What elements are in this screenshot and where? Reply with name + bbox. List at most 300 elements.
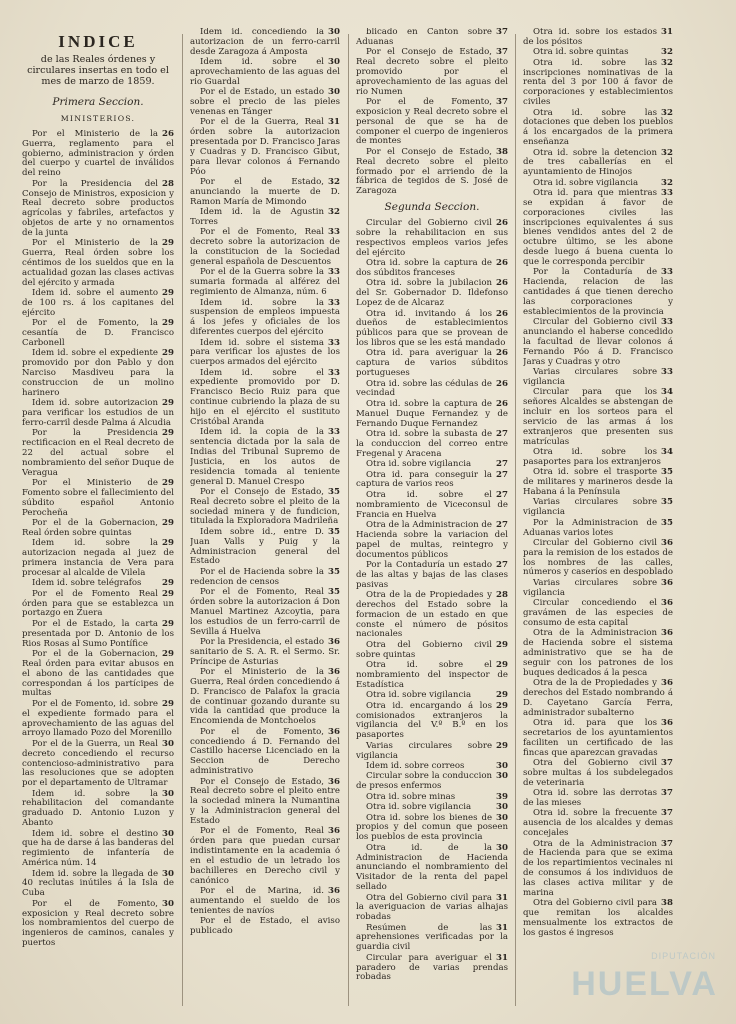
entry-text: Por el de Estado, la carta presentada por D. Antonio de los Rios Rosas al Sumo Pontífice: [22, 618, 174, 649]
column-4: [523, 28, 673, 1010]
page-number: 32: [328, 177, 340, 188]
index-entry: [190, 118, 340, 177]
index-entry: [190, 178, 340, 208]
index-entry: [22, 399, 174, 429]
index-entry: [22, 650, 174, 699]
page-number: 36: [328, 636, 340, 647]
entry-text: Por el de Fomento Real órden para que se establezca un portazgo en Zuera: [22, 588, 174, 619]
page-number: 36: [328, 826, 340, 837]
index-entry: [22, 790, 174, 829]
page-number: 29: [162, 398, 174, 409]
index-entry: [523, 899, 673, 938]
index-entry: [356, 762, 508, 772]
index-entry: [356, 259, 508, 279]
entry-text: Circular sobre la conduccion de presos enfermos: [356, 771, 493, 792]
page-number: 30: [162, 868, 174, 879]
index-entry: [22, 539, 174, 578]
page-number: 34: [661, 387, 673, 398]
entry-text: Idem id. sobre la llegada de 40 reclutas inútiles á la Isla de Cuba: [22, 868, 174, 899]
entry-text: Por el de la Guerra, un Real decreto concediendo el recurso contencioso-administrativo para las resoluciones que se adopten por el departamento de Ultramar: [22, 738, 174, 789]
page-number: 30: [328, 28, 340, 37]
page-number: 32: [328, 207, 340, 218]
index-entries: [190, 28, 340, 937]
entry-text: Otra id. para que mientras se expidan á favor de corporaciones civiles las inscripciones equivalentes á sus bienes vendidos antes del 2 de octubre último, se les abone desde luego á buena cuenta lo que le corresponda percibir: [523, 188, 673, 267]
index-entry: [190, 58, 340, 88]
page-number: 26: [496, 308, 508, 319]
entry-text: Por el de Marina, id. aumentando el sueldo de los tenientes de navíos: [190, 886, 340, 916]
page-number: 32: [661, 107, 673, 118]
page-number: 35: [328, 486, 340, 497]
index-entry: [22, 830, 174, 869]
index-entry: [190, 668, 340, 727]
page-number: 30: [496, 842, 508, 853]
index-entry: [190, 88, 340, 118]
entry-text: Otra id. sobre las cédulas de vecindad: [356, 378, 493, 399]
index-entry: [523, 448, 673, 468]
column-rule: [515, 34, 516, 1006]
index-entry: [190, 339, 340, 369]
page-number: 30: [328, 57, 340, 68]
index-entry: [22, 289, 174, 319]
page-number: 30: [496, 760, 508, 771]
entry-text: Idem id. la de Agustin Torres: [190, 207, 325, 227]
index-entry: [190, 369, 340, 428]
entry-text: Por el de Fomento, Real órden para que puedan cursar indistintamente en la academia ó en el estudio de un letrado los bachilleres en Derecho civil y canónico: [190, 826, 340, 886]
index-entry: [523, 149, 673, 179]
index-entry: [22, 239, 174, 288]
entry-text: Otra de la Administracion de Hacienda para que se exima de los repartimientos vecinales ni de consumos á los individuos de las clases activa militar y de marina: [523, 838, 673, 898]
index-entry: [190, 208, 340, 228]
index-entry: [190, 638, 340, 668]
entry-text: Otra id. sobre el nombramiento de Viceconsul de Francia en Huelva: [356, 489, 508, 520]
entry-text: Otra id. de la Administracion de Hacienda anunciando el nombramiento del Visitador de la renta del papel sellado: [356, 842, 508, 893]
index-entry: [22, 180, 174, 239]
index-entry: [356, 803, 508, 813]
index-entry: [523, 48, 673, 58]
entry-text: Por el de Fomento, id. sobre el expediente formado para el aprovechamiento de las aguas del arroyo llamado Pozo del Morenillo: [22, 698, 174, 739]
entry-text: Otra id. sobre las dotaciones que deben los pueblos á los encargados de la primera enseñanza: [523, 107, 673, 148]
index-entry: [523, 539, 673, 578]
index-entry: [22, 519, 174, 539]
page-number: 32: [661, 47, 673, 58]
index-entry: [523, 498, 673, 518]
page-number: 35: [661, 497, 673, 508]
watermark-subtitle: DIPUTACIÓN: [651, 951, 716, 961]
column-3: [356, 28, 508, 1010]
index-entry: [356, 380, 508, 400]
page-number: 29: [162, 538, 174, 549]
page-number: 26: [496, 218, 508, 229]
page-number: 29: [162, 478, 174, 489]
page-number: 36: [328, 667, 340, 678]
entry-text: Otra id. sobre las derrotas de las mieses: [523, 788, 658, 809]
page-number: 27: [496, 429, 508, 439]
entry-text: Otra id. para que los secretarios de los ayuntamientos faciliten un certificado de las fincas que aparezcan gravadas: [523, 718, 673, 758]
entry-text: Por el de Fomento, concediendo á D. Fernando del Castillo hacerse Licenciado en la Seccion de Derecho administrativo: [190, 726, 340, 777]
index-entry: [190, 827, 340, 886]
page-number: 29: [162, 318, 174, 329]
page-number: 26: [496, 348, 508, 359]
entry-text: Idem id. sobre la suspension de empleos impuesta á los jefes y oficiales de los diferentes cuerpos del ejército: [190, 297, 340, 338]
page-number: 35: [328, 526, 340, 537]
index-entry: [523, 629, 673, 678]
page-number: 30: [162, 738, 174, 749]
entry-text: Por el Consejo de Estado, Real decreto sobre el pleito entre la sociedad minera la Numantina y la Administracion general del Estado: [190, 776, 340, 826]
entry-text: Circular del Gobierno civil sobre la rehabilitacion en sus respectivos empleos varios jefes del ejército: [356, 218, 508, 258]
page-number: 37: [661, 758, 673, 769]
entry-text: Por el de Fomento, Real órden sobre la autorizacion á Don Manuel Martinez Azcoytia, para los estudios de un ferro-carril de Sevilla á Huelva: [190, 587, 340, 637]
page-number: 37: [661, 808, 673, 819]
index-entry: [356, 279, 508, 309]
page-number: 29: [496, 660, 508, 671]
page-number: 29: [162, 428, 174, 439]
subheading-ministerios: MINISTERIOS.: [60, 114, 136, 123]
page-number: 26: [496, 278, 508, 289]
page-number: 32: [661, 177, 673, 188]
index-entry: [356, 48, 508, 97]
entry-text: Otra id. sobre las inscripciones nominativas de la renta del 3 por 100 á favor de corporaciones y establecimientos civiles: [523, 57, 673, 108]
entry-text: Otra id. sobre la jubilacion del Sr. Gobernador D. Ildefonso Lopez de de Alcaraz: [356, 278, 508, 309]
page-number: 28: [162, 178, 174, 189]
page-number: 36: [328, 726, 340, 737]
page-number: 37: [496, 28, 508, 37]
entry-text: Por el Consejo de Estado, Real decreto sobre el pleito promovido por el aprovechamiento de las aguas del rio Numen: [356, 47, 508, 97]
page-number: 30: [162, 788, 174, 799]
entry-text: Otra del Gobierno civil sobre multas á los subdelegados de veterinaria: [523, 758, 673, 788]
entry-text: Circular concediendo el gravámen de las especies de consumo de esta capital: [523, 598, 673, 628]
index-entry: [356, 844, 508, 893]
index-entry: [356, 793, 508, 803]
page-number: 37: [661, 838, 673, 849]
entry-text: Otra id. sobre la subasta de la conduccion del correo entre Fregenal y Aracena: [356, 429, 508, 459]
index-entry: [356, 349, 508, 379]
entry-text: Otra id. para conseguir la captura de varios reos: [356, 469, 493, 490]
page-number: 29: [162, 698, 174, 709]
page-number: 33: [661, 317, 673, 328]
page-number: 33: [328, 297, 340, 308]
index-entries: [356, 28, 508, 983]
page-number: 36: [328, 776, 340, 787]
entry-text: Idem id. la copia de la sentencia dictada por la sala de Indias del Tribunal Supremo de Justicia, en los autos de residencia tomada al teniente general D. Manuel Crespo: [190, 427, 340, 487]
index-entry: [523, 599, 673, 629]
index-entry: [356, 561, 508, 591]
entry-text: Varias circulares sobre vigilancia: [523, 497, 658, 518]
page-number: 33: [328, 427, 340, 438]
entry-text: Por el de Fomento, exposicion y Real decreto sobre los nombramientos del cuerpo de ingenieros de caminos, canales y puertos: [22, 898, 174, 949]
index-entry: [523, 579, 673, 599]
index-entry: [22, 740, 174, 789]
index-entry: [356, 641, 508, 661]
page-number: 29: [162, 578, 174, 589]
entry-text: Idem id. sobre el expediente promovido por don Pablo y don Narciso Masdiveu para la construccion de un molino harinero: [22, 348, 174, 398]
index-entry: [190, 488, 340, 527]
index-entry: [523, 679, 673, 718]
index-entry: [356, 742, 508, 762]
index-entry: [523, 368, 673, 388]
entry-text: Por la Presidencia, el estado sanitario de S. A. R. el Sermo. Sr. Príncipe de Asturias: [190, 636, 340, 667]
page-number: 29: [162, 618, 174, 629]
entry-text: Idem sobre id., entre D. Juan Valls y Puig y la Administracion general del Estado: [190, 526, 340, 567]
section-heading-primera: Primera Seccion.: [52, 96, 144, 108]
index-entry: [190, 268, 340, 298]
index-entry: [22, 349, 174, 398]
entry-text: Resúmen de las aprehensiones verificadas por la guardia civil: [356, 922, 508, 953]
entry-text: Por el de Estado, el aviso publicado: [190, 916, 340, 936]
index-entry: [523, 318, 673, 367]
page-number: 36: [661, 678, 673, 689]
index-entry: [22, 130, 174, 179]
page-number: 38: [496, 146, 508, 157]
page-number: 32: [661, 57, 673, 68]
index-entry: [190, 428, 340, 487]
entry-text: Por el de la Guerra sobre la sumaria formada al alférez del regimiento de Almanza, núm. 6: [190, 267, 340, 298]
page-number: 37: [661, 788, 673, 799]
page-number: 29: [162, 348, 174, 359]
page-number: 38: [661, 898, 673, 909]
page-number: 29: [162, 238, 174, 249]
index-entry: [356, 814, 508, 844]
entry-text: Otra id. para averiguar la captura de varios súbditos portugueses: [356, 348, 508, 379]
entry-text: Otra id. invitando á los dueños de establecimientos públicos para que se provean de los libros que se les está mandado: [356, 308, 508, 349]
entry-text: Por el Ministerio de la Guerra, Real órden concediendo á D. Francisco de Palafox la gracia de continuar gozando durante su vida la cantidad que produce la Encomienda de Montchoelos: [190, 667, 340, 727]
index-entry: [22, 319, 174, 349]
entry-text: Idem id. sobre el destino que ha de darse á las banderas del regimiento de infantería de América núm. 14: [22, 828, 174, 869]
index-entry: [523, 388, 673, 447]
entry-text: Otra id. sobre vigilancia: [366, 690, 472, 701]
index-entry: [356, 98, 508, 147]
index-entry: [356, 491, 508, 521]
entry-text: Por la Presidencia del Consejo de Ministros, exposicion y Real decreto sobre productos agrícolas y fabriles, artefactos y objetos de arte y no ornamentos de la junta: [22, 178, 174, 238]
page-number: 33: [328, 367, 340, 378]
entry-text: Otra id. sobre los bienes de propios y del comun que poseen los pueblos de esta provincia: [356, 812, 508, 843]
entry-text: Por el Ministerio de la Guerra, reglamento para el gobierno, administracion y órden del cuerpo y cuartel de inválidos del reino: [22, 128, 174, 179]
entry-text: Por el de la Gobernacion, Real órden sobre quintas: [22, 518, 159, 538]
index-entry: [22, 700, 174, 739]
index-entry: [190, 299, 340, 338]
index-entry: [356, 661, 508, 691]
index-entry: [523, 468, 673, 498]
page-number: 26: [496, 258, 508, 269]
page-number: 33: [661, 367, 673, 378]
entry-text: Otra id. encargando á los comisionados extranjeros la vigilancia del V.º B.º en los pasaportes: [356, 700, 508, 741]
entry-text: Por la Contaduría de Hacienda, relacion de las cantidades á que tienen derecho las corporaciones y establecimientos de la provincia: [523, 267, 673, 317]
entry-text: Por el de la Gobernacion, Real órden para evitar abusos en el abono de las cantidades que correspondan á los partícipes de multas: [22, 649, 174, 699]
page-number: 33: [328, 227, 340, 238]
page-number: 35: [661, 517, 673, 528]
index-entry: [356, 772, 508, 792]
entry-text: Idem id. sobre telégrafos: [32, 578, 142, 589]
entry-text: Otra de la Administracion de Hacienda sobre la variacion del papel de multas, reintegro y documentos públicos: [356, 519, 508, 560]
entry-text: Circular para averiguar el paradero de varias prendas robadas: [356, 952, 508, 983]
entry-text: Idem id. concediendo la autorizacion de un ferro-carril desde Zaragoza á Amposta: [190, 28, 340, 57]
index-entry: [190, 917, 340, 937]
index-entry: [190, 588, 340, 637]
index-entries: [523, 28, 673, 939]
index-entry: [356, 28, 508, 48]
entry-text: Idem id. sobre autorizacion para verificar los estudios de un ferro-carril desde Palma á Alcudia: [22, 398, 174, 428]
page-number: 37: [496, 97, 508, 108]
entry-text: Circular del Gobierno civil anunciando el haberse concedido la facultad de llevar colonos á Fernando Póo á D. Francisco Jaras y Cuadras y otro: [523, 317, 673, 367]
index-entry: [22, 620, 174, 650]
page-number: 27: [496, 459, 508, 470]
column-rule: [182, 34, 183, 1006]
index-entry: [356, 310, 508, 349]
index-entry: [356, 471, 508, 491]
index-entry: [356, 894, 508, 924]
entry-text: Por la Presidencia rectificacion en el Real decreto de 22 del actual sobre el nombramiento del señor Duque de Veragua: [22, 428, 174, 478]
index-entry: [190, 778, 340, 827]
index-entry: [22, 579, 174, 589]
page-number: 33: [661, 188, 673, 199]
page-number: 31: [496, 892, 508, 903]
page-number: 31: [328, 117, 340, 128]
page-number: 26: [496, 398, 508, 409]
index-entry: [190, 228, 340, 267]
page-number: 30: [162, 828, 174, 839]
page-number: 29: [496, 700, 508, 711]
page-number: 27: [496, 519, 508, 530]
page-number: 29: [162, 518, 174, 529]
entry-text: Otra de la de Propiedades y derechos del Estado nombrando á D. Cayetano García Ferra, administrador subalterno: [523, 678, 673, 718]
entry-text: Por el de Fomento, la cesantía de D. Francisco Carbonell: [22, 318, 174, 348]
page-number: 29: [496, 639, 508, 650]
entry-text: Otra id. sobre el nombramiento del inspector de Estadística: [356, 660, 508, 690]
index-entry: [523, 179, 673, 189]
index-entry: [190, 728, 340, 777]
entry-text: Por el de Hacienda sobre la redencion de censos: [190, 566, 325, 587]
index-entry: [356, 591, 508, 640]
page-number: 26: [496, 378, 508, 389]
index-entry: [523, 59, 673, 108]
entry-text: Por el Ministerio de Fomento sobre el fallecimiento del súbdito español Antonio Perocheña: [22, 478, 174, 518]
entry-text: Idem id. sobre el aumento de 100 rs. á los capitanes del ejército: [22, 288, 174, 318]
page-number: 36: [661, 628, 673, 639]
entry-text: Otra id. sobre minas: [366, 791, 456, 802]
entry-text: Idem id. sobre el aprovechamiento de las aguas del rio Guardal: [190, 57, 340, 87]
page-number: 29: [162, 288, 174, 299]
archive-watermark: [571, 945, 718, 1011]
page-number: 27: [496, 469, 508, 480]
index-entry: [356, 954, 508, 984]
entry-text: Otra del Gobierno civil para la averiguacion de varias alhajas robadas: [356, 892, 508, 923]
page-number: 36: [661, 577, 673, 588]
page-number: 29: [496, 690, 508, 701]
index-entry: [523, 189, 673, 268]
entry-text: blicado en Canton sobre Aduanas: [356, 28, 493, 47]
index-entry: [22, 900, 174, 949]
index-entry: [22, 590, 174, 620]
page-number: 31: [661, 28, 673, 37]
index-entry: [356, 400, 508, 430]
watermark-title: HUELVA: [571, 965, 718, 1003]
index-entry: [356, 691, 508, 701]
index-entry: [523, 109, 673, 148]
index-entries: [22, 130, 174, 949]
page-number: 31: [496, 952, 508, 963]
entry-text: Otra id. sobre vigilancia: [533, 177, 639, 188]
index-entry: [523, 789, 673, 809]
column-2: [190, 28, 340, 1010]
index-entry: [356, 521, 508, 560]
page-number: 35: [328, 566, 340, 577]
entry-text: Otra de la Administracion de Hacienda sobre el sistema administrativo que se ha de seguir con los patrones de los buques dedicados á la pesca: [523, 628, 673, 678]
page-number: 30: [162, 898, 174, 909]
page-number: 35: [328, 587, 340, 598]
index-entry: [190, 528, 340, 567]
index-entry: [523, 809, 673, 839]
entry-text: Otra id. sobre la captura de dos súbditos franceses: [356, 258, 493, 278]
entry-text: Por la Administracion de Aduanas varios lotes: [523, 517, 658, 538]
section-heading-segunda: Segunda Seccion.: [384, 201, 480, 214]
page-number: 36: [328, 886, 340, 897]
index-entry: [356, 148, 508, 197]
entry-text: Otra del Gobierno civil para que remitan los alcaldes mensualmente los extractos de los gastos é ingresos: [523, 898, 673, 938]
entry-text: Idem id. sobre la autorizacion negada al juez de primera instancia de Vera para procesar al alcalde de Vilela: [22, 538, 174, 578]
page-number: 30: [496, 802, 508, 813]
entry-text: Por el Ministerio de la Guerra, Real órden sobre los céntimos de los sueldos que en la actualidad gozan las clases activas del ejército y armada: [22, 238, 174, 288]
page-number: 27: [496, 559, 508, 570]
entry-text: Otra id. sobre la detencion de tres caballerías en el ayuntamiento de Hinojos: [523, 147, 673, 178]
page-number: 29: [496, 740, 508, 751]
page-number: 27: [496, 489, 508, 500]
index-entry: [22, 870, 174, 900]
index-entry: [190, 28, 340, 58]
page-number: 29: [162, 649, 174, 660]
entry-text: Idem id. sobre la rehabilitacion del comandante graduado D. Antonio Luzon y Abanto: [22, 788, 174, 829]
entry-text: Idem id. sobre correos: [366, 760, 465, 771]
page-number: 30: [496, 771, 508, 782]
entry-text: Por el de Estado, un estado sobre el precio de las pieles venenas en Tánger: [190, 87, 340, 117]
page-number: 34: [661, 446, 673, 457]
index-entry: [356, 460, 508, 470]
entry-text: Otra id. sobre la captura de Manuel Duque Fernandez y de Fernando Duque Fernandez: [356, 398, 508, 429]
index-entry: [356, 430, 508, 460]
page-number: 36: [661, 537, 673, 548]
entry-text: Otra id. sobre el trasporte de militares y marineros desde la Habana á la Península: [523, 467, 673, 497]
column-rule: [348, 34, 349, 1006]
index-entry: [523, 519, 673, 539]
page-number: 36: [661, 718, 673, 729]
page-number: 26: [162, 128, 174, 139]
page-number: 39: [496, 791, 508, 802]
entry-text: Idem id. sobre el expediente promovido por D. Francisco Becio Ruiz para que continue cubriendo la plaza de su hijo en el ejército el sustituto Cristóbal Aranda: [190, 367, 340, 427]
page-number: 28: [496, 590, 508, 601]
page-title: INDICE: [58, 32, 138, 51]
entry-text: Otra id. sobre vigilancia: [366, 802, 472, 813]
page-number: 30: [328, 87, 340, 98]
entry-text: Por el de Fomento, Real decreto sobre la autorizacion de la constitucion de la Sociedad general española de Descuentos: [190, 227, 340, 267]
page-number: 35: [661, 467, 673, 478]
entry-text: Circular del Gobierno civil para la remision de los estados de los nombres de las calles, números y caseríos en despoblado: [523, 537, 673, 578]
index-entry: [22, 479, 174, 518]
index-entry: [523, 759, 673, 789]
entry-text: Varias circulares sobre vigilancia: [523, 577, 658, 598]
entry-text: Por el de Fomento, exposicion y Real decreto sobre el personal de que se ha de componer el cuerpo de ingenieros de montes: [356, 97, 508, 147]
page-number: 37: [496, 47, 508, 58]
page-number: 32: [661, 147, 673, 158]
entry-text: Otra de la de Propiedades y derechos del Estado sobre la formacion de un estado en que conste el número de pósitos nacionales: [356, 590, 508, 640]
page-number: 33: [328, 337, 340, 348]
entry-text: Otra id. sobre vigilancia: [366, 459, 472, 470]
entry-text: Varias circulares sobre vigilancia: [356, 740, 493, 761]
entry-text: Circular para que los señores Alcaldes se abstengan de incluir en los sorteos para el servicio de las armas á los extranjeros que presenten sus matrículas: [523, 387, 673, 447]
index-entry: [190, 568, 340, 588]
index-entry: [523, 28, 673, 48]
entry-text: Otra id. sobre los pasaportes para los extranjeros: [523, 446, 661, 467]
index-entry: [523, 840, 673, 899]
entry-text: Otra del Gobierno civil sobre quintas: [356, 639, 493, 660]
index-entry: [523, 719, 673, 758]
